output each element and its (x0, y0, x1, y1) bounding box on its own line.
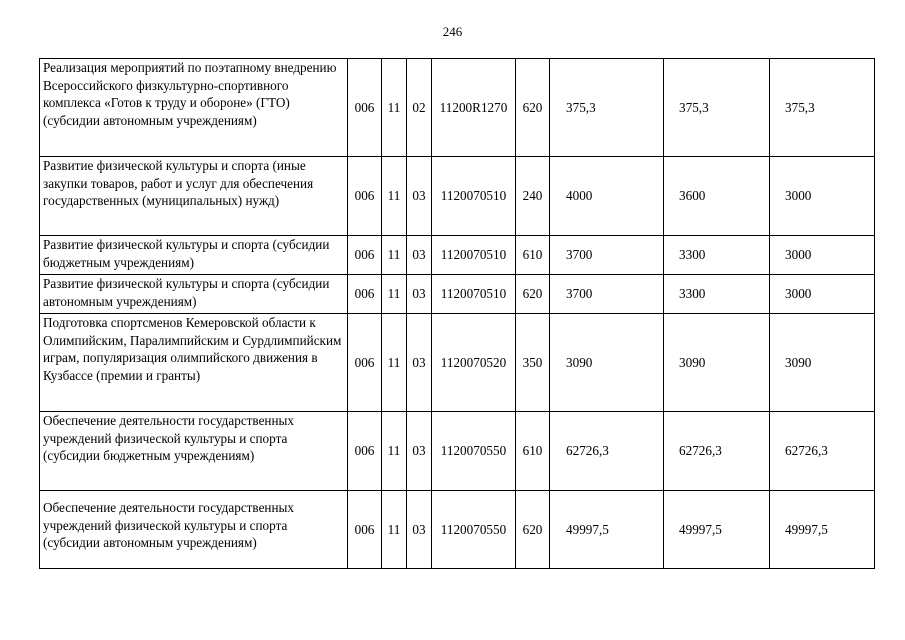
section-code-cell: 11 (382, 157, 407, 236)
budget-table (39, 58, 875, 569)
amount-2-cell: 375,3 (664, 59, 770, 157)
section-code-cell: 11 (382, 275, 407, 314)
amount-2-cell: 3600 (664, 157, 770, 236)
ministry-code-cell: 006 (348, 59, 382, 157)
expense-type-cell: 620 (516, 275, 550, 314)
ministry-code-cell: 006 (348, 236, 382, 275)
ministry-code-cell: 006 (348, 491, 382, 569)
expense-type-cell: 620 (516, 491, 550, 569)
amount-3-cell: 3000 (770, 157, 875, 236)
expense-type-cell: 610 (516, 236, 550, 275)
amount-1-cell: 62726,3 (550, 412, 664, 491)
amount-1-cell: 4000 (550, 157, 664, 236)
target-article-cell: 1120070550 (432, 412, 516, 491)
amount-2-cell: 3090 (664, 314, 770, 412)
expense-type-cell: 240 (516, 157, 550, 236)
amount-1-cell: 3700 (550, 275, 664, 314)
target-article-cell: 1120070510 (432, 157, 516, 236)
subsection-code-cell: 02 (407, 59, 432, 157)
subsection-code-cell: 03 (407, 275, 432, 314)
table-row (40, 412, 875, 491)
section-code-cell: 11 (382, 491, 407, 569)
amount-3-cell: 49997,5 (770, 491, 875, 569)
expense-name-cell: Развитие физической культуры и спорта (субсидии бюджетным учреждениям) (40, 236, 348, 275)
section-code-cell: 11 (382, 59, 407, 157)
expense-type-cell: 610 (516, 412, 550, 491)
expense-name-cell: Развитие физической культуры и спорта (субсидии автономным учреждениям) (40, 275, 348, 314)
subsection-code-cell: 03 (407, 157, 432, 236)
subsection-code-cell: 03 (407, 314, 432, 412)
table-row (40, 157, 875, 236)
ministry-code-cell: 006 (348, 314, 382, 412)
amount-3-cell: 3090 (770, 314, 875, 412)
expense-name-cell: Подготовка спортсменов Кемеровской области к Олимпийским, Паралимпийским и Сурдлимпийским играм, популяризация олимпийского движения в Кузбассе (премии и гранты) (40, 314, 348, 412)
expense-name-cell: Обеспечение деятельности государственных учреждений физической культуры и спорта (субсидии бюджетным учреждениям) (40, 412, 348, 491)
subsection-code-cell: 03 (407, 236, 432, 275)
amount-3-cell: 375,3 (770, 59, 875, 157)
target-article-cell: 1120070520 (432, 314, 516, 412)
expense-name-cell: Обеспечение деятельности государственных учреждений физической культуры и спорта (субсидии автономным учреждениям) (40, 491, 348, 569)
subsection-code-cell: 03 (407, 491, 432, 569)
amount-1-cell: 375,3 (550, 59, 664, 157)
target-article-cell: 1120070510 (432, 236, 516, 275)
target-article-cell: 1120070550 (432, 491, 516, 569)
subsection-code-cell: 03 (407, 412, 432, 491)
amount-2-cell: 3300 (664, 236, 770, 275)
amount-1-cell: 49997,5 (550, 491, 664, 569)
table-row (40, 491, 875, 569)
target-article-cell: 11200R1270 (432, 59, 516, 157)
amount-3-cell: 62726,3 (770, 412, 875, 491)
amount-2-cell: 3300 (664, 275, 770, 314)
table-row (40, 59, 875, 157)
ministry-code-cell: 006 (348, 275, 382, 314)
expense-name-cell: Развитие физической культуры и спорта (иные закупки товаров, работ и услуг для обеспечения государственных (муниципальных) нужд) (40, 157, 348, 236)
page-number: 246 (442, 24, 463, 39)
amount-2-cell: 62726,3 (664, 412, 770, 491)
table-row (40, 236, 875, 275)
amount-3-cell: 3000 (770, 275, 875, 314)
table-row (40, 275, 875, 314)
expense-type-cell: 350 (516, 314, 550, 412)
amount-2-cell: 49997,5 (664, 491, 770, 569)
amount-1-cell: 3090 (550, 314, 664, 412)
amount-1-cell: 3700 (550, 236, 664, 275)
amount-3-cell: 3000 (770, 236, 875, 275)
target-article-cell: 1120070510 (432, 275, 516, 314)
section-code-cell: 11 (382, 314, 407, 412)
section-code-cell: 11 (382, 236, 407, 275)
ministry-code-cell: 006 (348, 157, 382, 236)
table-row (40, 314, 875, 412)
ministry-code-cell: 006 (348, 412, 382, 491)
expense-name-cell: Реализация мероприятий по поэтапному внедрению Всероссийского физкультурно-спортивного комплекса «Готов к труду и обороне» (ГТО) (субсидии автономным учреждениям) (40, 59, 348, 157)
section-code-cell: 11 (382, 412, 407, 491)
expense-type-cell: 620 (516, 59, 550, 157)
